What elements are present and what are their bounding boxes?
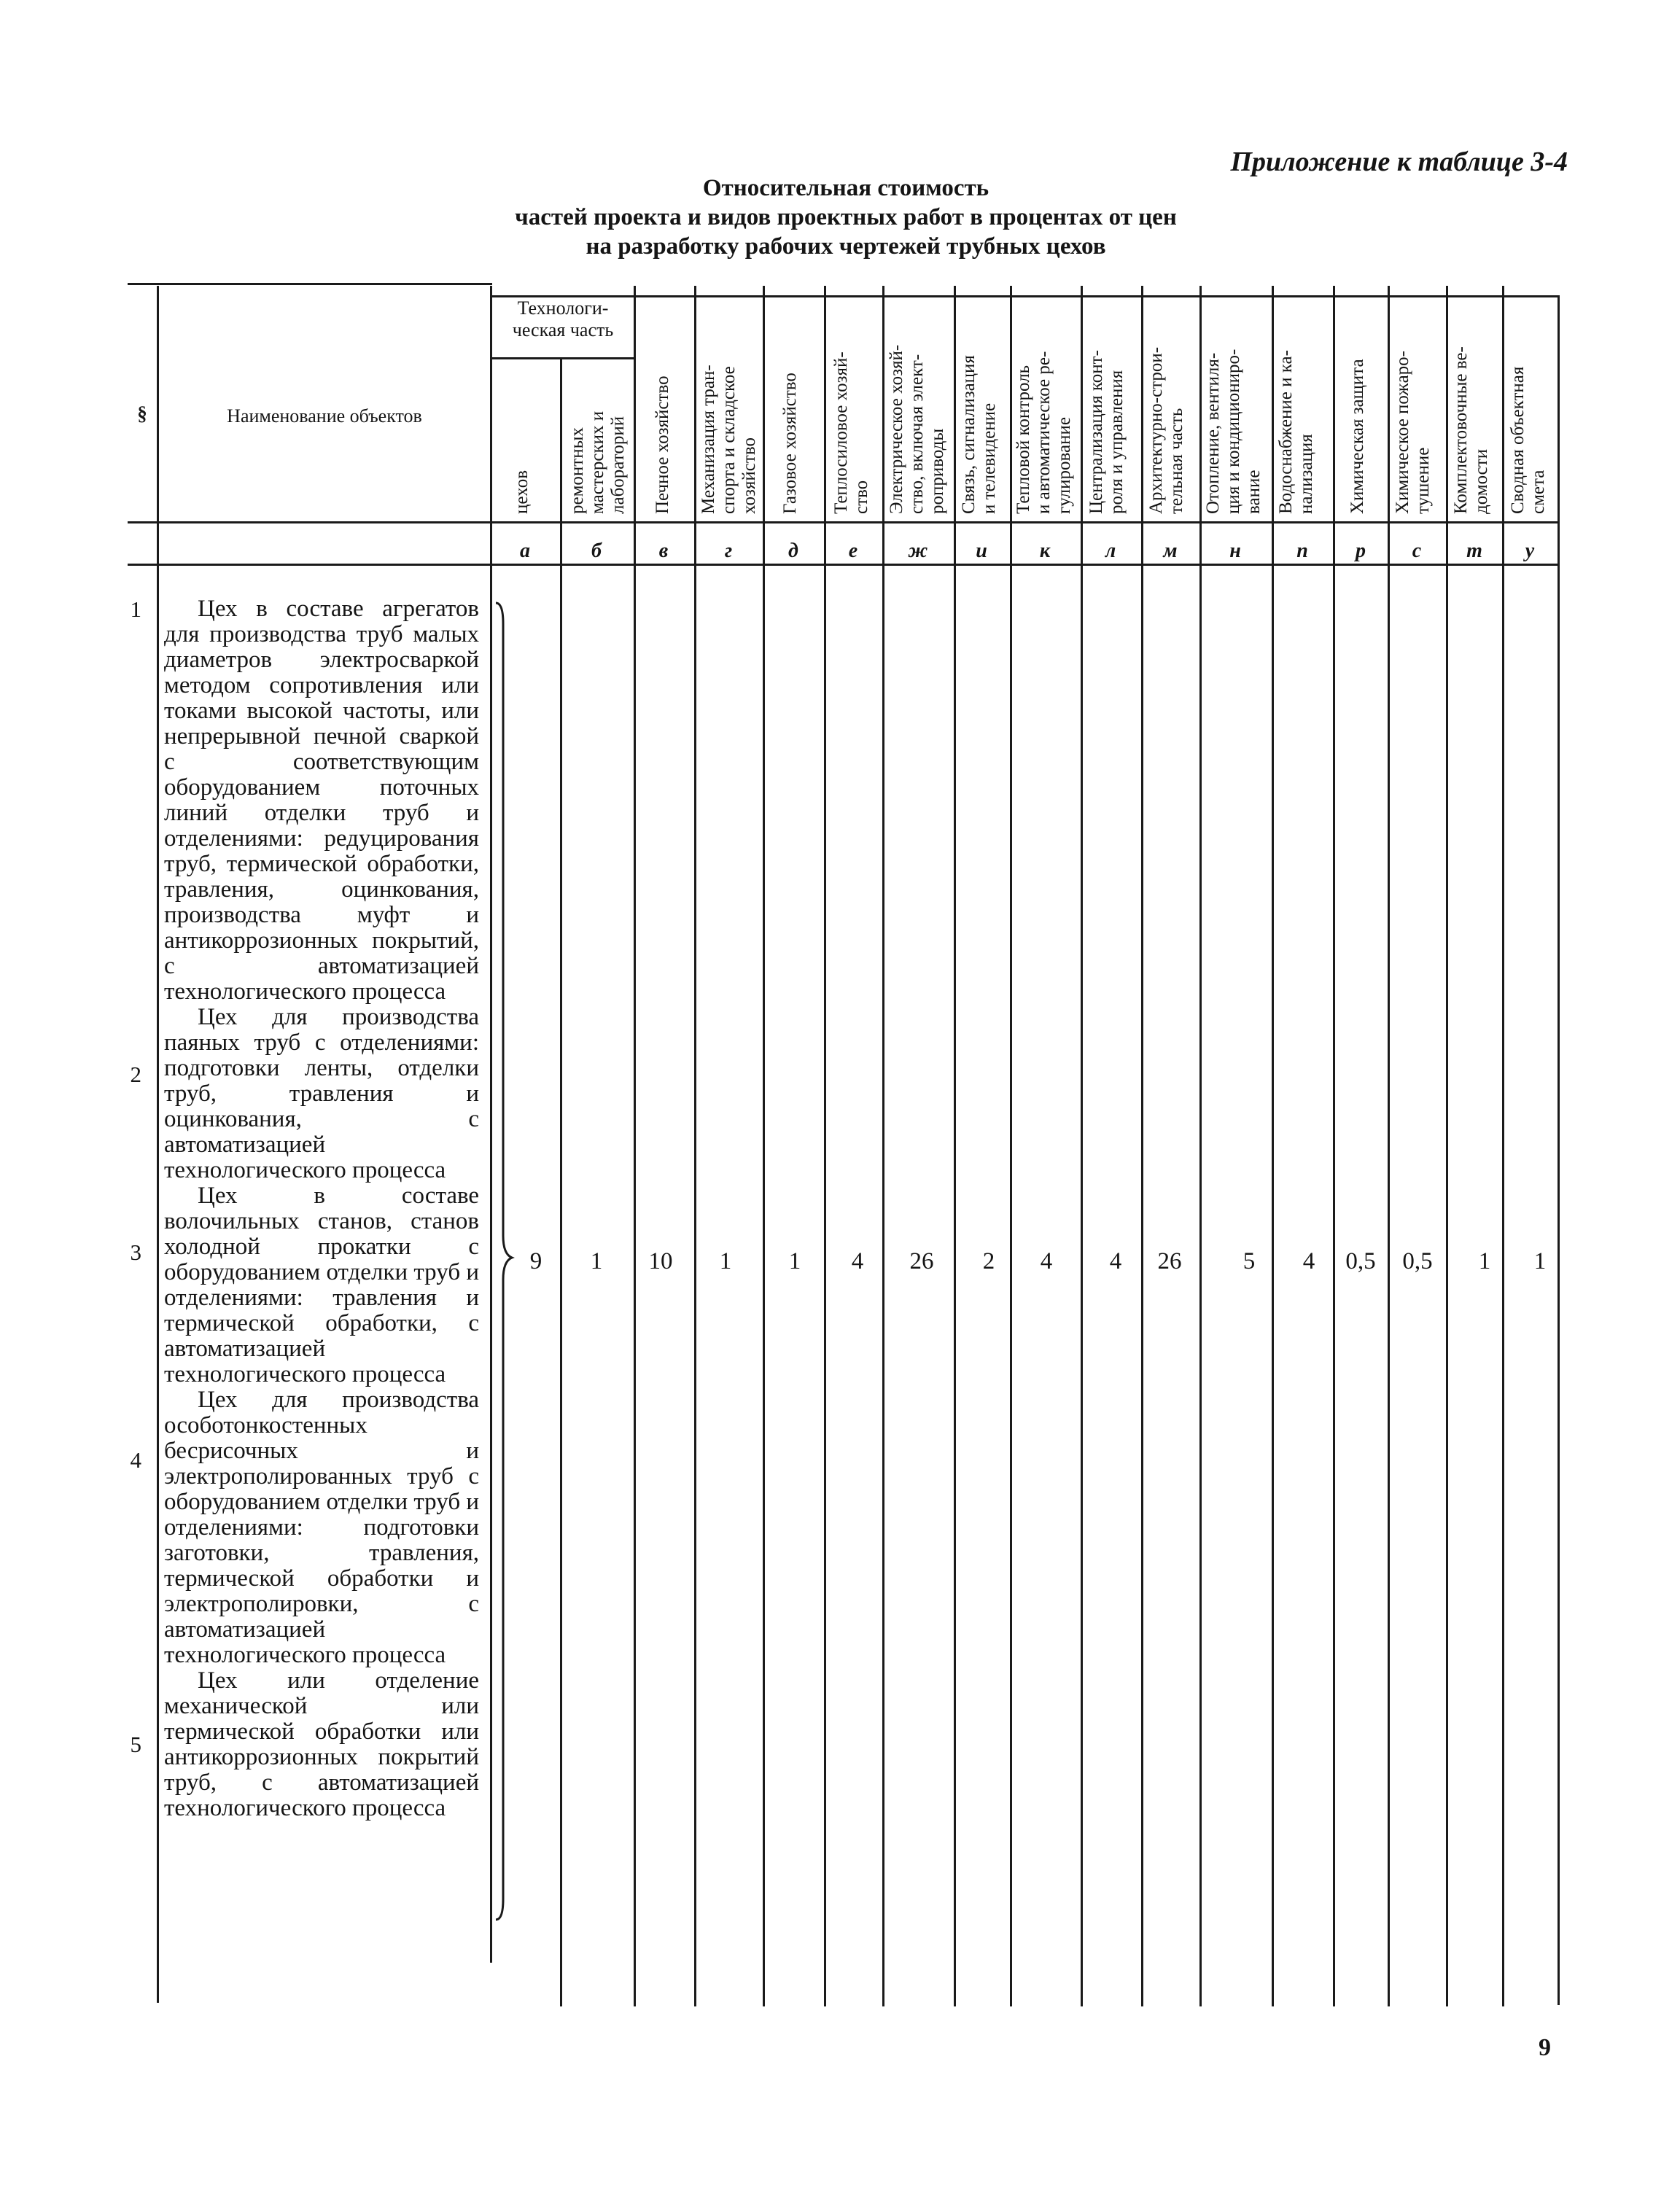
column-rule (1141, 286, 1143, 2006)
column-header-gas: Газовое хозяйство (780, 373, 800, 514)
column-header-transport-mechanization: Механизация тран- спорта и складское хозяйство (699, 365, 759, 514)
value-cell: 1 (590, 1248, 603, 1274)
column-header-heat-power: Теплосиловое хозяй- ство (831, 351, 871, 514)
page-number: 9 (1539, 2034, 1551, 2061)
column-letter: д (788, 540, 798, 562)
appendix-label: Приложение к таблице 3-4 (1230, 147, 1568, 177)
value-cell: 5 (1242, 1248, 1256, 1274)
column-letter: у (1525, 540, 1535, 562)
column-letter: в (658, 540, 669, 562)
title-line: частей проекта и видов проектных работ в процентах от цен (515, 204, 1177, 230)
object-name: Цех в составе агрегатов для производства труб малых диаметров электросваркой методом сопротивления или токами высокой частоты, или непрерывной печной сваркой с соответствующим оборудованием поточных линий отделки труб и отделениями: редуцирования труб, термической обработки, травления, оцинкования, производства муфт и антикоррозионных покрытий, с автоматизацией технологического процесса (164, 596, 479, 1005)
column-header-chemical-firefighting: Химическое пожаро- тушение (1393, 351, 1433, 514)
group-header-rule (490, 357, 634, 359)
column-letter: к (1039, 540, 1051, 562)
column-letter: п (1296, 540, 1308, 562)
column-letter: е (848, 540, 858, 562)
column-rule (763, 286, 765, 2006)
table-top-rule (490, 295, 1558, 297)
row-number: 1 (130, 596, 141, 622)
column-letter: т (1466, 540, 1482, 562)
column-letter: н (1229, 540, 1241, 562)
title-line: Относительная стоимость (702, 175, 989, 201)
column-header-completion-sheets: Комплектовочные ве- домости (1451, 346, 1491, 514)
column-header-summary-estimate: Сводная объектная смета (1508, 366, 1548, 514)
column-rule (954, 286, 956, 2006)
value-cell: 9 (529, 1248, 542, 1274)
column-rule (1272, 286, 1274, 2006)
header-letter-rule-bottom (128, 564, 1558, 566)
column-header-thermal-control: Тепловой контроль и автоматическое ре- гулирование (1014, 351, 1074, 514)
column-rule (1446, 286, 1448, 2006)
column-rule (882, 286, 884, 2006)
value-cell: 1 (719, 1248, 732, 1274)
name-column-header: Наименование объектов (227, 405, 422, 427)
column-header-architecture: Архитектурно-строи- тельная часть (1146, 346, 1186, 514)
column-letter: б (591, 540, 602, 562)
column-rule (694, 286, 696, 2006)
value-cell: 1 (788, 1248, 801, 1274)
document-title (394, 174, 1298, 261)
column-rule (824, 286, 826, 2006)
value-cell: 26 (1157, 1248, 1182, 1274)
name-column-left-rule (157, 286, 159, 2003)
rows-grouping-brace (493, 601, 515, 1921)
value-cell: 4 (851, 1248, 864, 1274)
column-header-repair-shops: ремонтных мастерских и лабораторий (567, 410, 628, 514)
value-cell: 4 (1040, 1248, 1053, 1274)
column-header-chemical-protection: Химическая защита (1348, 359, 1367, 514)
column-letter: а (520, 540, 530, 562)
header-letter-rule-top (128, 521, 1558, 523)
column-header-communication: Связь, сигнализация и телевидение (959, 355, 999, 514)
column-header-water-supply: Водоснабжение и ка- нализация (1276, 350, 1316, 514)
object-name: Цех для производства паяных труб с отделениями: подготовки ленты, отделки труб, травления и оцинкования, с автоматизацией технологического процесса (164, 1004, 479, 1183)
column-letter: г (724, 540, 733, 562)
column-letter: р (1356, 540, 1366, 562)
title-line: на разработку рабочих чертежей трубных цехов (586, 233, 1106, 260)
section-column-header: § (137, 402, 147, 424)
value-cell: 2 (982, 1248, 995, 1274)
column-letter: и (976, 540, 987, 562)
value-cell: 0,5 (1345, 1248, 1376, 1274)
column-rule (1081, 286, 1083, 2006)
value-cell: 1 (1533, 1248, 1547, 1274)
value-cell: 4 (1109, 1248, 1122, 1274)
table-right-rule (1558, 295, 1560, 2005)
column-rule (1199, 286, 1202, 2006)
value-cell: 4 (1302, 1248, 1315, 1274)
value-cell: 0,5 (1402, 1248, 1433, 1274)
object-name-list (164, 596, 479, 1821)
column-letter: л (1105, 540, 1116, 562)
column-letter: с (1412, 540, 1422, 562)
object-name: Цех или отделение механической или термической обработки или антикоррозионных покрытий труб, с автоматизацией технологического процесса (164, 1667, 479, 1821)
column-letter: м (1163, 540, 1178, 562)
column-rule (634, 286, 636, 2006)
column-header-electrical: Электрическое хозяй- ство, включая элект- роприводы (887, 344, 947, 514)
column-header-shops: цехов (512, 470, 532, 514)
column-rule (1010, 286, 1012, 2006)
value-cell: 10 (648, 1248, 673, 1274)
row-number: 4 (130, 1447, 141, 1473)
technological-part-group-header: Технологи- ческая часть (512, 297, 614, 340)
column-rule (1388, 286, 1390, 2006)
value-cell: 1 (1478, 1248, 1491, 1274)
row-number: 2 (130, 1062, 141, 1087)
column-letter: ж (908, 540, 928, 562)
column-header-centralization: Централизация конт- роля и управления (1086, 350, 1127, 514)
row-number: 5 (130, 1732, 141, 1757)
object-name: Цех для производства особотонкостенных бесрисочных и электрополированных труб с оборудованием отделки труб и отделениями: подготовки заготовки, травления, термической обработки и электрополировки, с автоматизацией технологического процесса (164, 1387, 480, 1668)
name-column-right-rule (490, 286, 492, 1963)
object-name: Цех в составе волочильных станов, станов холодной прокатки с оборудованием отделки труб и отделениями: травления и термической обработки, с автоматизацией технологического процесса (164, 1183, 480, 1387)
column-rule (1333, 286, 1335, 2006)
column-header-heating-ventilation: Отопление, вентиля- ция и кондициониро- вание (1203, 349, 1264, 514)
table-top-rule (128, 283, 492, 285)
column-header-furnace: Печное хозяйство (653, 375, 672, 514)
column-rule (560, 359, 562, 2006)
column-rule (1502, 286, 1504, 2006)
row-number: 3 (130, 1239, 141, 1265)
value-cell: 26 (909, 1248, 934, 1274)
